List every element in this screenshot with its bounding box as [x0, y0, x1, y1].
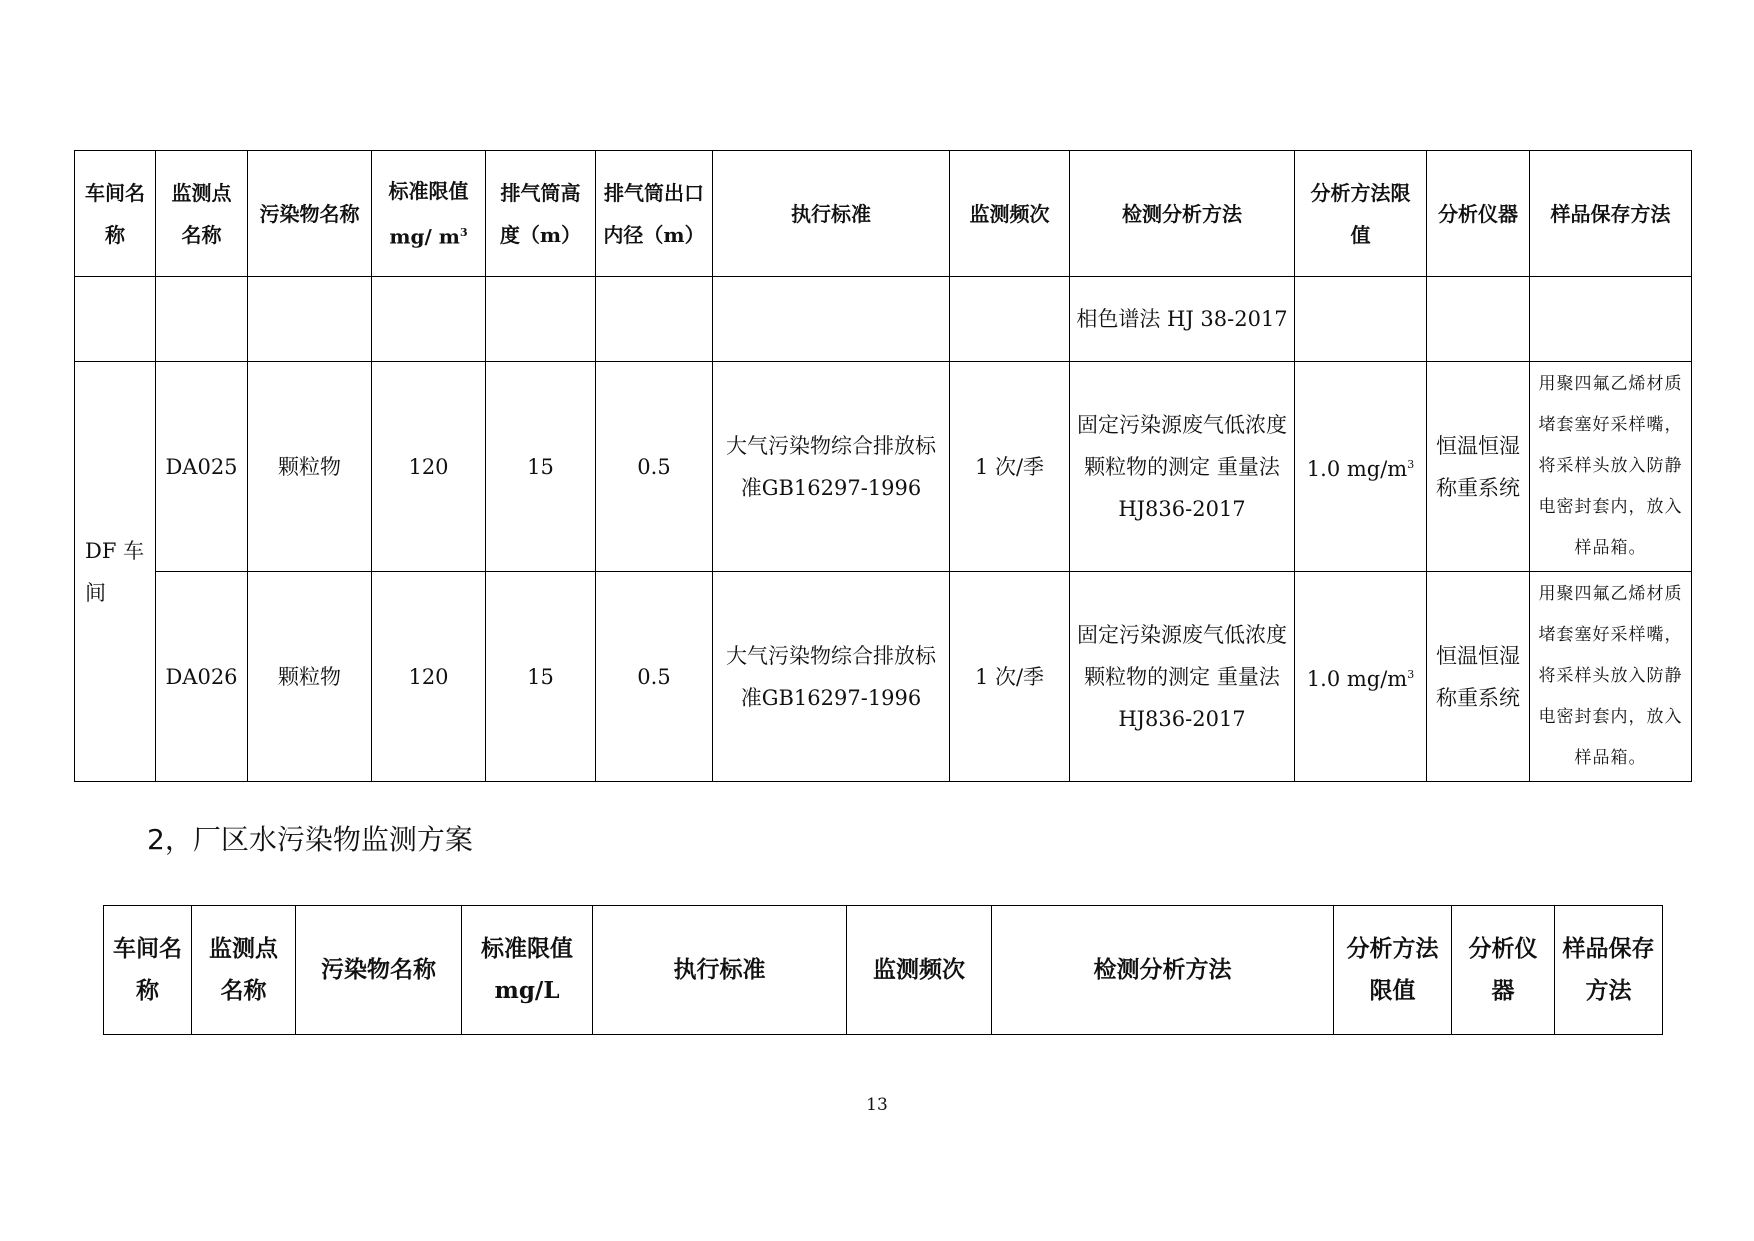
- cell-stack-diameter: 0.5: [596, 362, 713, 572]
- section-heading: 2，厂区水污染物监测方案: [147, 823, 473, 856]
- unit-superscript: 3: [459, 225, 468, 239]
- cell-standard: 大气污染物综合排放标准GB16297-1996: [713, 572, 950, 782]
- table-header-row: [75, 151, 1692, 277]
- header-instrument: 分析仪器: [1452, 906, 1555, 1035]
- cell-point: DA025: [156, 362, 248, 572]
- table-header-row: [104, 906, 1663, 1035]
- header-standard-limit-text: 标准限值mg/ m: [388, 178, 469, 249]
- header-workshop: 车间名称: [75, 151, 156, 277]
- header-method-limit: 分析方法限值: [1295, 151, 1427, 277]
- page-number: 13: [866, 1095, 888, 1115]
- header-storage: 样品保存方法: [1555, 906, 1663, 1035]
- header-monitoring-point: 监测点名称: [156, 151, 248, 277]
- cell-standard: 大气污染物综合排放标准GB16297-1996: [713, 362, 950, 572]
- cell-stack-height: 15: [486, 362, 596, 572]
- water-pollutant-monitoring-table: [103, 905, 1663, 1035]
- cell-pollutant: 颗粒物: [248, 572, 372, 782]
- header-method: 检测分析方法: [1070, 151, 1295, 277]
- cell-point: DA026: [156, 572, 248, 782]
- header-standard: 执行标准: [593, 906, 847, 1035]
- unit-superscript: 3: [1407, 667, 1415, 681]
- header-monitoring-point: 监测点名称: [192, 906, 296, 1035]
- cell-method: 固定污染源废气低浓度颗粒物的测定 重量法HJ836-2017: [1070, 362, 1295, 572]
- header-instrument: 分析仪器: [1427, 151, 1530, 277]
- method-limit-text: 1.0 mg/m: [1306, 666, 1408, 691]
- header-pollutant: 污染物名称: [296, 906, 462, 1035]
- cell-instrument: 恒温恒湿称重系统: [1427, 362, 1530, 572]
- cell-storage: 用聚四氟乙烯材质堵套塞好采样嘴，将采样头放入防静电密封套内，放入样品箱。: [1530, 362, 1692, 572]
- cell-storage: 用聚四氟乙烯材质堵套塞好采样嘴，将采样头放入防静电密封套内，放入样品箱。: [1530, 572, 1692, 782]
- header-standard-limit: [372, 151, 486, 277]
- table-row-continuation: [75, 277, 1692, 362]
- air-pollutant-monitoring-table: [74, 150, 1692, 782]
- header-standard: 执行标准: [713, 151, 950, 277]
- cell-pollutant: 颗粒物: [248, 362, 372, 572]
- header-standard-limit: 标准限值mg/L: [462, 906, 593, 1035]
- unit-superscript: 3: [1407, 457, 1415, 471]
- table-row: [75, 362, 1692, 572]
- header-storage: 样品保存方法: [1530, 151, 1692, 277]
- cell-method: 固定污染源废气低浓度颗粒物的测定 重量法HJ836-2017: [1070, 572, 1295, 782]
- cell-limit: 120: [372, 362, 486, 572]
- header-pollutant: 污染物名称: [248, 151, 372, 277]
- header-workshop: 车间名称: [104, 906, 192, 1035]
- cell-frequency: 1 次/季: [950, 572, 1070, 782]
- header-stack-height: 排气筒高度（m）: [486, 151, 596, 277]
- header-frequency: 监测频次: [847, 906, 992, 1035]
- header-frequency: 监测频次: [950, 151, 1070, 277]
- cell-stack-height: 15: [486, 572, 596, 782]
- header-method-limit: 分析方法限值: [1334, 906, 1452, 1035]
- header-stack-diameter: 排气筒出口内径（m）: [596, 151, 713, 277]
- cell-method-limit: [1295, 362, 1427, 572]
- cell-method-limit: [1295, 572, 1427, 782]
- method-limit-text: 1.0 mg/m: [1306, 456, 1408, 481]
- cell-workshop: DF 车间: [75, 362, 156, 782]
- cell-limit: 120: [372, 572, 486, 782]
- table-row: [75, 572, 1692, 782]
- cell-frequency: 1 次/季: [950, 362, 1070, 572]
- cell-instrument: 恒温恒湿称重系统: [1427, 572, 1530, 782]
- header-method: 检测分析方法: [992, 906, 1334, 1035]
- cell-stack-diameter: 0.5: [596, 572, 713, 782]
- cell-method-continuation: 相色谱法 HJ 38-2017: [1070, 277, 1295, 362]
